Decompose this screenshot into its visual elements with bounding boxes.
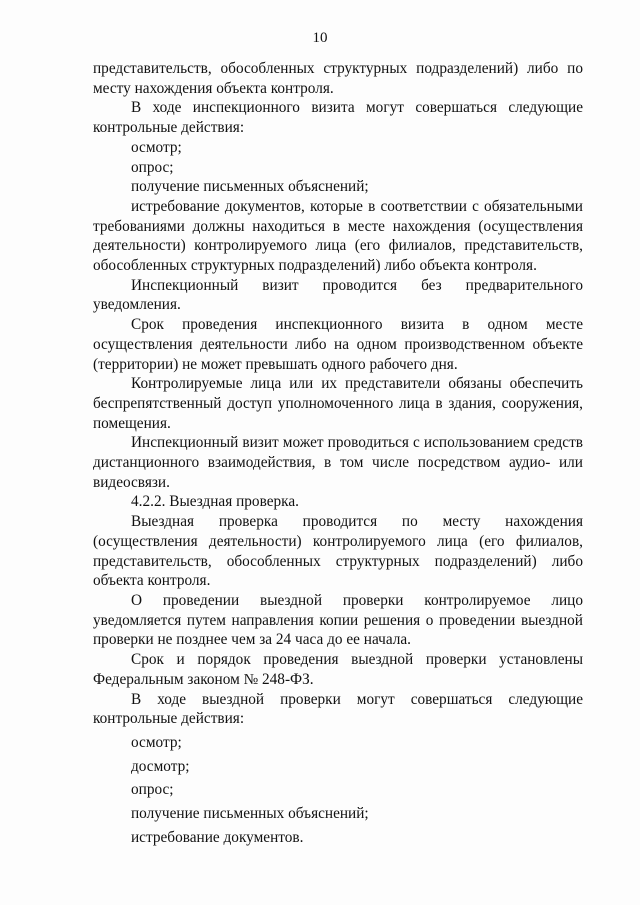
list-item: досмотр; — [131, 757, 190, 775]
paragraph: Срок и порядок проведения выездной проверки установлены Федеральным законом № 248-ФЗ. — [93, 651, 583, 688]
paragraph: В ходе выездной проверки могут совершаться следующие контрольные действия: — [93, 690, 583, 728]
paragraph: О проведении выездной проверки контролируемое лицо уведомляется путем направления копии решения о проведении выездной проверки не позднее чем за 24 часа до ее начала. — [93, 591, 583, 649]
paragraph: Контролируемые лица или их представители обязаны обеспечить беспрепятственный доступ уполномоченного лица в здания, сооружения, помещения. — [93, 375, 583, 432]
paragraph: Инспекционный визит может проводиться с использованием средств дистанционного взаимодействия, в том числе посредством аудио- или видеосвязи. — [93, 434, 583, 491]
paragraph: В ходе инспекционного визита могут совершаться следующие контрольные действия: — [93, 99, 583, 137]
list-item: опрос; — [131, 781, 174, 799]
list-item: осмотр; — [131, 138, 182, 156]
list-item: получение письменных объяснений; — [131, 178, 369, 196]
paragraph: представительств, обособленных структурных подразделений) либо по месту нахождения объекта контроля. — [93, 60, 583, 97]
paragraph: 4.2.2. Выездная проверка. — [131, 493, 299, 511]
list-item: осмотр; — [131, 733, 182, 751]
paragraph: Выездная проверка проводится по месту нахождения (осуществления деятельности) контролируемого лица (его филиалов, представительств, обособленных структурных подразделений) либо объекта контроля. — [93, 513, 583, 590]
list-item: истребование документов. — [131, 828, 304, 846]
paragraph: Срок проведения инспекционного визита в одном месте осуществления деятельности либо на одном производственном объекте (территории) не может превышать одного рабочего дня. — [93, 316, 583, 373]
paragraph: истребование документов, которые в соответствии с обязательными требованиями должны находиться в месте нахождения (осуществления деятельности) контролируемого лица (его филиалов, представительств, обособленных структурных подразделений) либо объекта контроля. — [93, 197, 583, 275]
list-item: опрос; — [131, 158, 174, 176]
document-body — [93, 59, 583, 847]
list-item: получение письменных объяснений; — [131, 805, 369, 823]
page-number: 10 — [312, 30, 328, 46]
paragraph: Инспекционный визит проводится без предварительного уведомления. — [93, 276, 583, 314]
